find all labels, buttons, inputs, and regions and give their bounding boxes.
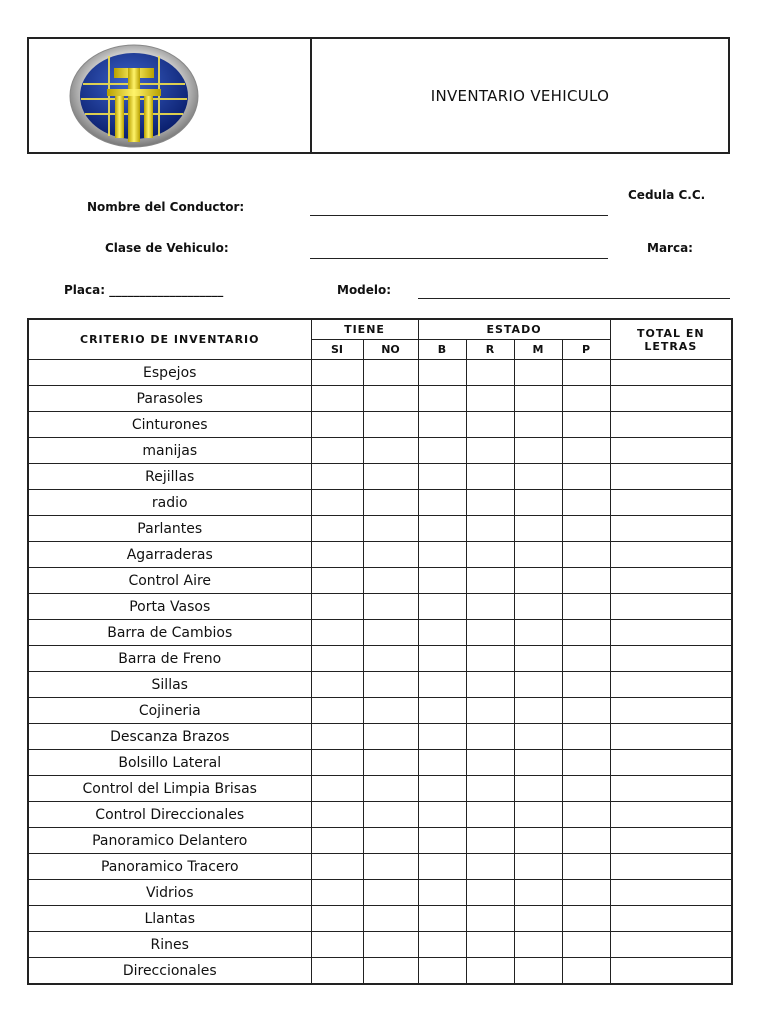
cell-b[interactable] — [418, 568, 466, 594]
brand-label: Marca: — [647, 241, 693, 255]
company-logo — [69, 44, 199, 148]
cell-si[interactable] — [311, 880, 363, 906]
cell-p[interactable] — [562, 698, 610, 724]
cell-m[interactable] — [514, 698, 562, 724]
cell-r[interactable] — [466, 568, 514, 594]
cell-r[interactable] — [466, 932, 514, 958]
table-row — [28, 932, 732, 958]
cell-si[interactable] — [311, 490, 363, 516]
item-label: Rejillas — [28, 464, 311, 490]
cell-b[interactable] — [418, 620, 466, 646]
cell-total[interactable] — [610, 464, 732, 490]
cell-total[interactable] — [610, 698, 732, 724]
header-box — [27, 37, 730, 154]
cell-no[interactable] — [363, 906, 418, 932]
item-label: Parlantes — [28, 516, 311, 542]
total-header-line2: LETRAS — [644, 339, 698, 353]
item-label: Panoramico Tracero — [28, 854, 311, 880]
cell-r[interactable] — [466, 750, 514, 776]
cell-si[interactable] — [311, 386, 363, 412]
cell-total[interactable] — [610, 724, 732, 750]
cell-total[interactable] — [610, 438, 732, 464]
table-row — [28, 490, 732, 516]
cell-si[interactable] — [311, 464, 363, 490]
cell-si[interactable] — [311, 906, 363, 932]
cell-r[interactable] — [466, 698, 514, 724]
cell-total[interactable] — [610, 542, 732, 568]
cell-p[interactable] — [562, 854, 610, 880]
cell-m[interactable] — [514, 854, 562, 880]
cell-total[interactable] — [610, 412, 732, 438]
col-no: NO — [363, 340, 418, 360]
cell-b[interactable] — [418, 360, 466, 386]
cell-no[interactable] — [363, 958, 418, 985]
cell-si[interactable] — [311, 412, 363, 438]
cell-p[interactable] — [562, 958, 610, 985]
cell-total[interactable] — [610, 854, 732, 880]
cell-b[interactable] — [418, 698, 466, 724]
cell-total[interactable] — [610, 802, 732, 828]
cell-r[interactable] — [466, 646, 514, 672]
driver-name-label: Nombre del Conductor: — [87, 200, 245, 214]
cell-m[interactable] — [514, 594, 562, 620]
cell-b[interactable] — [418, 958, 466, 985]
cell-b[interactable] — [418, 646, 466, 672]
cell-no[interactable] — [363, 542, 418, 568]
table-row — [28, 438, 732, 464]
cell-no[interactable] — [363, 490, 418, 516]
cell-r[interactable] — [466, 360, 514, 386]
cell-p[interactable] — [562, 464, 610, 490]
col-m: M — [514, 340, 562, 360]
plate-label: Placa: ___________________ — [64, 283, 224, 297]
cell-r[interactable] — [466, 672, 514, 698]
cell-total[interactable] — [610, 568, 732, 594]
cell-b[interactable] — [418, 672, 466, 698]
col-b: B — [418, 340, 466, 360]
cell-b[interactable] — [418, 750, 466, 776]
cell-m[interactable] — [514, 958, 562, 985]
inventory-table — [27, 318, 733, 985]
cell-total[interactable] — [610, 750, 732, 776]
cell-total[interactable] — [610, 906, 732, 932]
document-title: INVENTARIO VEHICULO — [430, 86, 610, 105]
cell-r[interactable] — [466, 958, 514, 985]
cell-b[interactable] — [418, 464, 466, 490]
cell-no[interactable] — [363, 438, 418, 464]
cell-r[interactable] — [466, 906, 514, 932]
table-row — [28, 750, 732, 776]
col-p: P — [562, 340, 610, 360]
cell-b[interactable] — [418, 412, 466, 438]
total-header-line1: TOTAL EN — [636, 326, 705, 340]
item-label: Sillas — [28, 672, 311, 698]
cell-no[interactable] — [363, 776, 418, 802]
cell-p[interactable] — [562, 438, 610, 464]
cell-b[interactable] — [418, 776, 466, 802]
cell-total[interactable] — [610, 646, 732, 672]
table-row — [28, 828, 732, 854]
cell-b[interactable] — [418, 932, 466, 958]
table-row — [28, 386, 732, 412]
cell-b[interactable] — [418, 594, 466, 620]
cell-p[interactable] — [562, 932, 610, 958]
cell-no[interactable] — [363, 620, 418, 646]
cell-p[interactable] — [562, 646, 610, 672]
cell-r[interactable] — [466, 594, 514, 620]
cell-no[interactable] — [363, 386, 418, 412]
cell-total[interactable] — [610, 594, 732, 620]
col-si: SI — [311, 340, 363, 360]
cell-r[interactable] — [466, 542, 514, 568]
item-label: Barra de Cambios — [28, 620, 311, 646]
cell-no[interactable] — [363, 672, 418, 698]
cell-r[interactable] — [466, 412, 514, 438]
table-row — [28, 698, 732, 724]
cell-m[interactable] — [514, 412, 562, 438]
criterion-header: CRITERIO DE INVENTARIO — [28, 319, 311, 360]
cell-si[interactable] — [311, 828, 363, 854]
cell-m[interactable] — [514, 776, 562, 802]
cell-si[interactable] — [311, 932, 363, 958]
table-row — [28, 880, 732, 906]
col-r: R — [466, 340, 514, 360]
cell-no[interactable] — [363, 932, 418, 958]
cell-p[interactable] — [562, 594, 610, 620]
cell-m[interactable] — [514, 906, 562, 932]
table-row — [28, 906, 732, 932]
cell-p[interactable] — [562, 568, 610, 594]
cell-r[interactable] — [466, 386, 514, 412]
cedula-label: Cedula C.C. — [628, 188, 706, 202]
cell-r[interactable] — [466, 516, 514, 542]
cell-total[interactable] — [610, 958, 732, 985]
table-row — [28, 594, 732, 620]
total-header — [610, 319, 732, 360]
table-row — [28, 672, 732, 698]
item-label: Direccionales — [28, 958, 311, 985]
cell-si[interactable] — [311, 698, 363, 724]
item-label: radio — [28, 490, 311, 516]
cell-r[interactable] — [466, 776, 514, 802]
item-label: manijas — [28, 438, 311, 464]
item-label: Llantas — [28, 906, 311, 932]
cell-m[interactable] — [514, 672, 562, 698]
cell-p[interactable] — [562, 620, 610, 646]
table-row — [28, 360, 732, 386]
driver-name-field[interactable] — [310, 215, 608, 216]
table-row — [28, 516, 732, 542]
item-label: Vidrios — [28, 880, 311, 906]
cell-m[interactable] — [514, 438, 562, 464]
cell-b[interactable] — [418, 880, 466, 906]
cell-b[interactable] — [418, 854, 466, 880]
cell-total[interactable] — [610, 620, 732, 646]
cell-p[interactable] — [562, 516, 610, 542]
cell-p[interactable] — [562, 906, 610, 932]
cell-b[interactable] — [418, 802, 466, 828]
item-label: Barra de Freno — [28, 646, 311, 672]
cell-p[interactable] — [562, 542, 610, 568]
cell-si[interactable] — [311, 568, 363, 594]
cell-b[interactable] — [418, 724, 466, 750]
item-label: Control Aire — [28, 568, 311, 594]
cell-total[interactable] — [610, 828, 732, 854]
cell-p[interactable] — [562, 802, 610, 828]
cell-p[interactable] — [562, 412, 610, 438]
cell-si[interactable] — [311, 750, 363, 776]
model-label: Modelo: — [337, 283, 392, 297]
cell-m[interactable] — [514, 568, 562, 594]
table-row — [28, 724, 732, 750]
table-row — [28, 412, 732, 438]
cell-r[interactable] — [466, 854, 514, 880]
cell-no[interactable] — [363, 464, 418, 490]
item-label: Rines — [28, 932, 311, 958]
cell-no[interactable] — [363, 828, 418, 854]
cell-no[interactable] — [363, 698, 418, 724]
cell-m[interactable] — [514, 464, 562, 490]
table-row — [28, 958, 732, 985]
cell-b[interactable] — [418, 516, 466, 542]
table-row — [28, 854, 732, 880]
item-label: Bolsillo Lateral — [28, 750, 311, 776]
cell-si[interactable] — [311, 542, 363, 568]
cell-total[interactable] — [610, 516, 732, 542]
table-row — [28, 620, 732, 646]
cell-total[interactable] — [610, 880, 732, 906]
cell-m[interactable] — [514, 750, 562, 776]
cell-si[interactable] — [311, 438, 363, 464]
cell-si[interactable] — [311, 672, 363, 698]
estado-header: ESTADO — [418, 319, 610, 340]
cell-p[interactable] — [562, 386, 610, 412]
cell-p[interactable] — [562, 490, 610, 516]
cell-b[interactable] — [418, 438, 466, 464]
cell-si[interactable] — [311, 620, 363, 646]
cell-r[interactable] — [466, 464, 514, 490]
table-row — [28, 542, 732, 568]
cell-no[interactable] — [363, 412, 418, 438]
tiene-header: TIENE — [311, 319, 418, 340]
cell-r[interactable] — [466, 802, 514, 828]
model-field[interactable] — [418, 298, 730, 299]
logo-cell — [29, 39, 312, 152]
cell-p[interactable] — [562, 672, 610, 698]
cell-p[interactable] — [562, 724, 610, 750]
cell-no[interactable] — [363, 854, 418, 880]
cell-p[interactable] — [562, 360, 610, 386]
cell-si[interactable] — [311, 360, 363, 386]
table-row — [28, 464, 732, 490]
cell-total[interactable] — [610, 776, 732, 802]
vehicle-class-field[interactable] — [310, 258, 608, 259]
table-row — [28, 568, 732, 594]
cell-m[interactable] — [514, 490, 562, 516]
cell-p[interactable] — [562, 750, 610, 776]
cell-b[interactable] — [418, 542, 466, 568]
item-label: Porta Vasos — [28, 594, 311, 620]
cell-no[interactable] — [363, 750, 418, 776]
cell-no[interactable] — [363, 646, 418, 672]
cell-b[interactable] — [418, 386, 466, 412]
cell-r[interactable] — [466, 724, 514, 750]
cell-m[interactable] — [514, 516, 562, 542]
cell-b[interactable] — [418, 906, 466, 932]
cell-no[interactable] — [363, 802, 418, 828]
cell-si[interactable] — [311, 594, 363, 620]
vehicle-class-label: Clase de Vehiculo: — [105, 241, 229, 255]
cell-p[interactable] — [562, 880, 610, 906]
cell-p[interactable] — [562, 828, 610, 854]
item-label: Control del Limpia Brisas — [28, 776, 311, 802]
cell-no[interactable] — [363, 568, 418, 594]
cell-r[interactable] — [466, 490, 514, 516]
cell-total[interactable] — [610, 386, 732, 412]
item-label: Cojineria — [28, 698, 311, 724]
cell-si[interactable] — [311, 854, 363, 880]
table-row — [28, 802, 732, 828]
item-label: Descanza Brazos — [28, 724, 311, 750]
cell-m[interactable] — [514, 880, 562, 906]
cell-m[interactable] — [514, 646, 562, 672]
cell-m[interactable] — [514, 932, 562, 958]
cell-total[interactable] — [610, 672, 732, 698]
cell-r[interactable] — [466, 880, 514, 906]
item-label: Cinturones — [28, 412, 311, 438]
cell-total[interactable] — [610, 490, 732, 516]
cell-r[interactable] — [466, 620, 514, 646]
item-label: Panoramico Delantero — [28, 828, 311, 854]
cell-total[interactable] — [610, 360, 732, 386]
cell-m[interactable] — [514, 542, 562, 568]
cell-si[interactable] — [311, 958, 363, 985]
cell-total[interactable] — [610, 932, 732, 958]
item-label: Control Direccionales — [28, 802, 311, 828]
cell-m[interactable] — [514, 386, 562, 412]
cell-m[interactable] — [514, 620, 562, 646]
cell-no[interactable] — [363, 594, 418, 620]
cell-p[interactable] — [562, 776, 610, 802]
cell-no[interactable] — [363, 880, 418, 906]
cell-si[interactable] — [311, 776, 363, 802]
cell-no[interactable] — [363, 516, 418, 542]
table-row — [28, 646, 732, 672]
cell-si[interactable] — [311, 724, 363, 750]
cell-b[interactable] — [418, 828, 466, 854]
cell-m[interactable] — [514, 802, 562, 828]
cell-si[interactable] — [311, 802, 363, 828]
item-label: Agarraderas — [28, 542, 311, 568]
cell-no[interactable] — [363, 724, 418, 750]
item-label: Parasoles — [28, 386, 311, 412]
cell-si[interactable] — [311, 646, 363, 672]
inventory-rows — [28, 360, 732, 985]
cell-r[interactable] — [466, 438, 514, 464]
item-label: Espejos — [28, 360, 311, 386]
cell-m[interactable] — [514, 724, 562, 750]
cell-si[interactable] — [311, 516, 363, 542]
cell-b[interactable] — [418, 490, 466, 516]
cell-r[interactable] — [466, 828, 514, 854]
cell-m[interactable] — [514, 828, 562, 854]
cell-no[interactable] — [363, 360, 418, 386]
table-row — [28, 776, 732, 802]
cell-m[interactable] — [514, 360, 562, 386]
